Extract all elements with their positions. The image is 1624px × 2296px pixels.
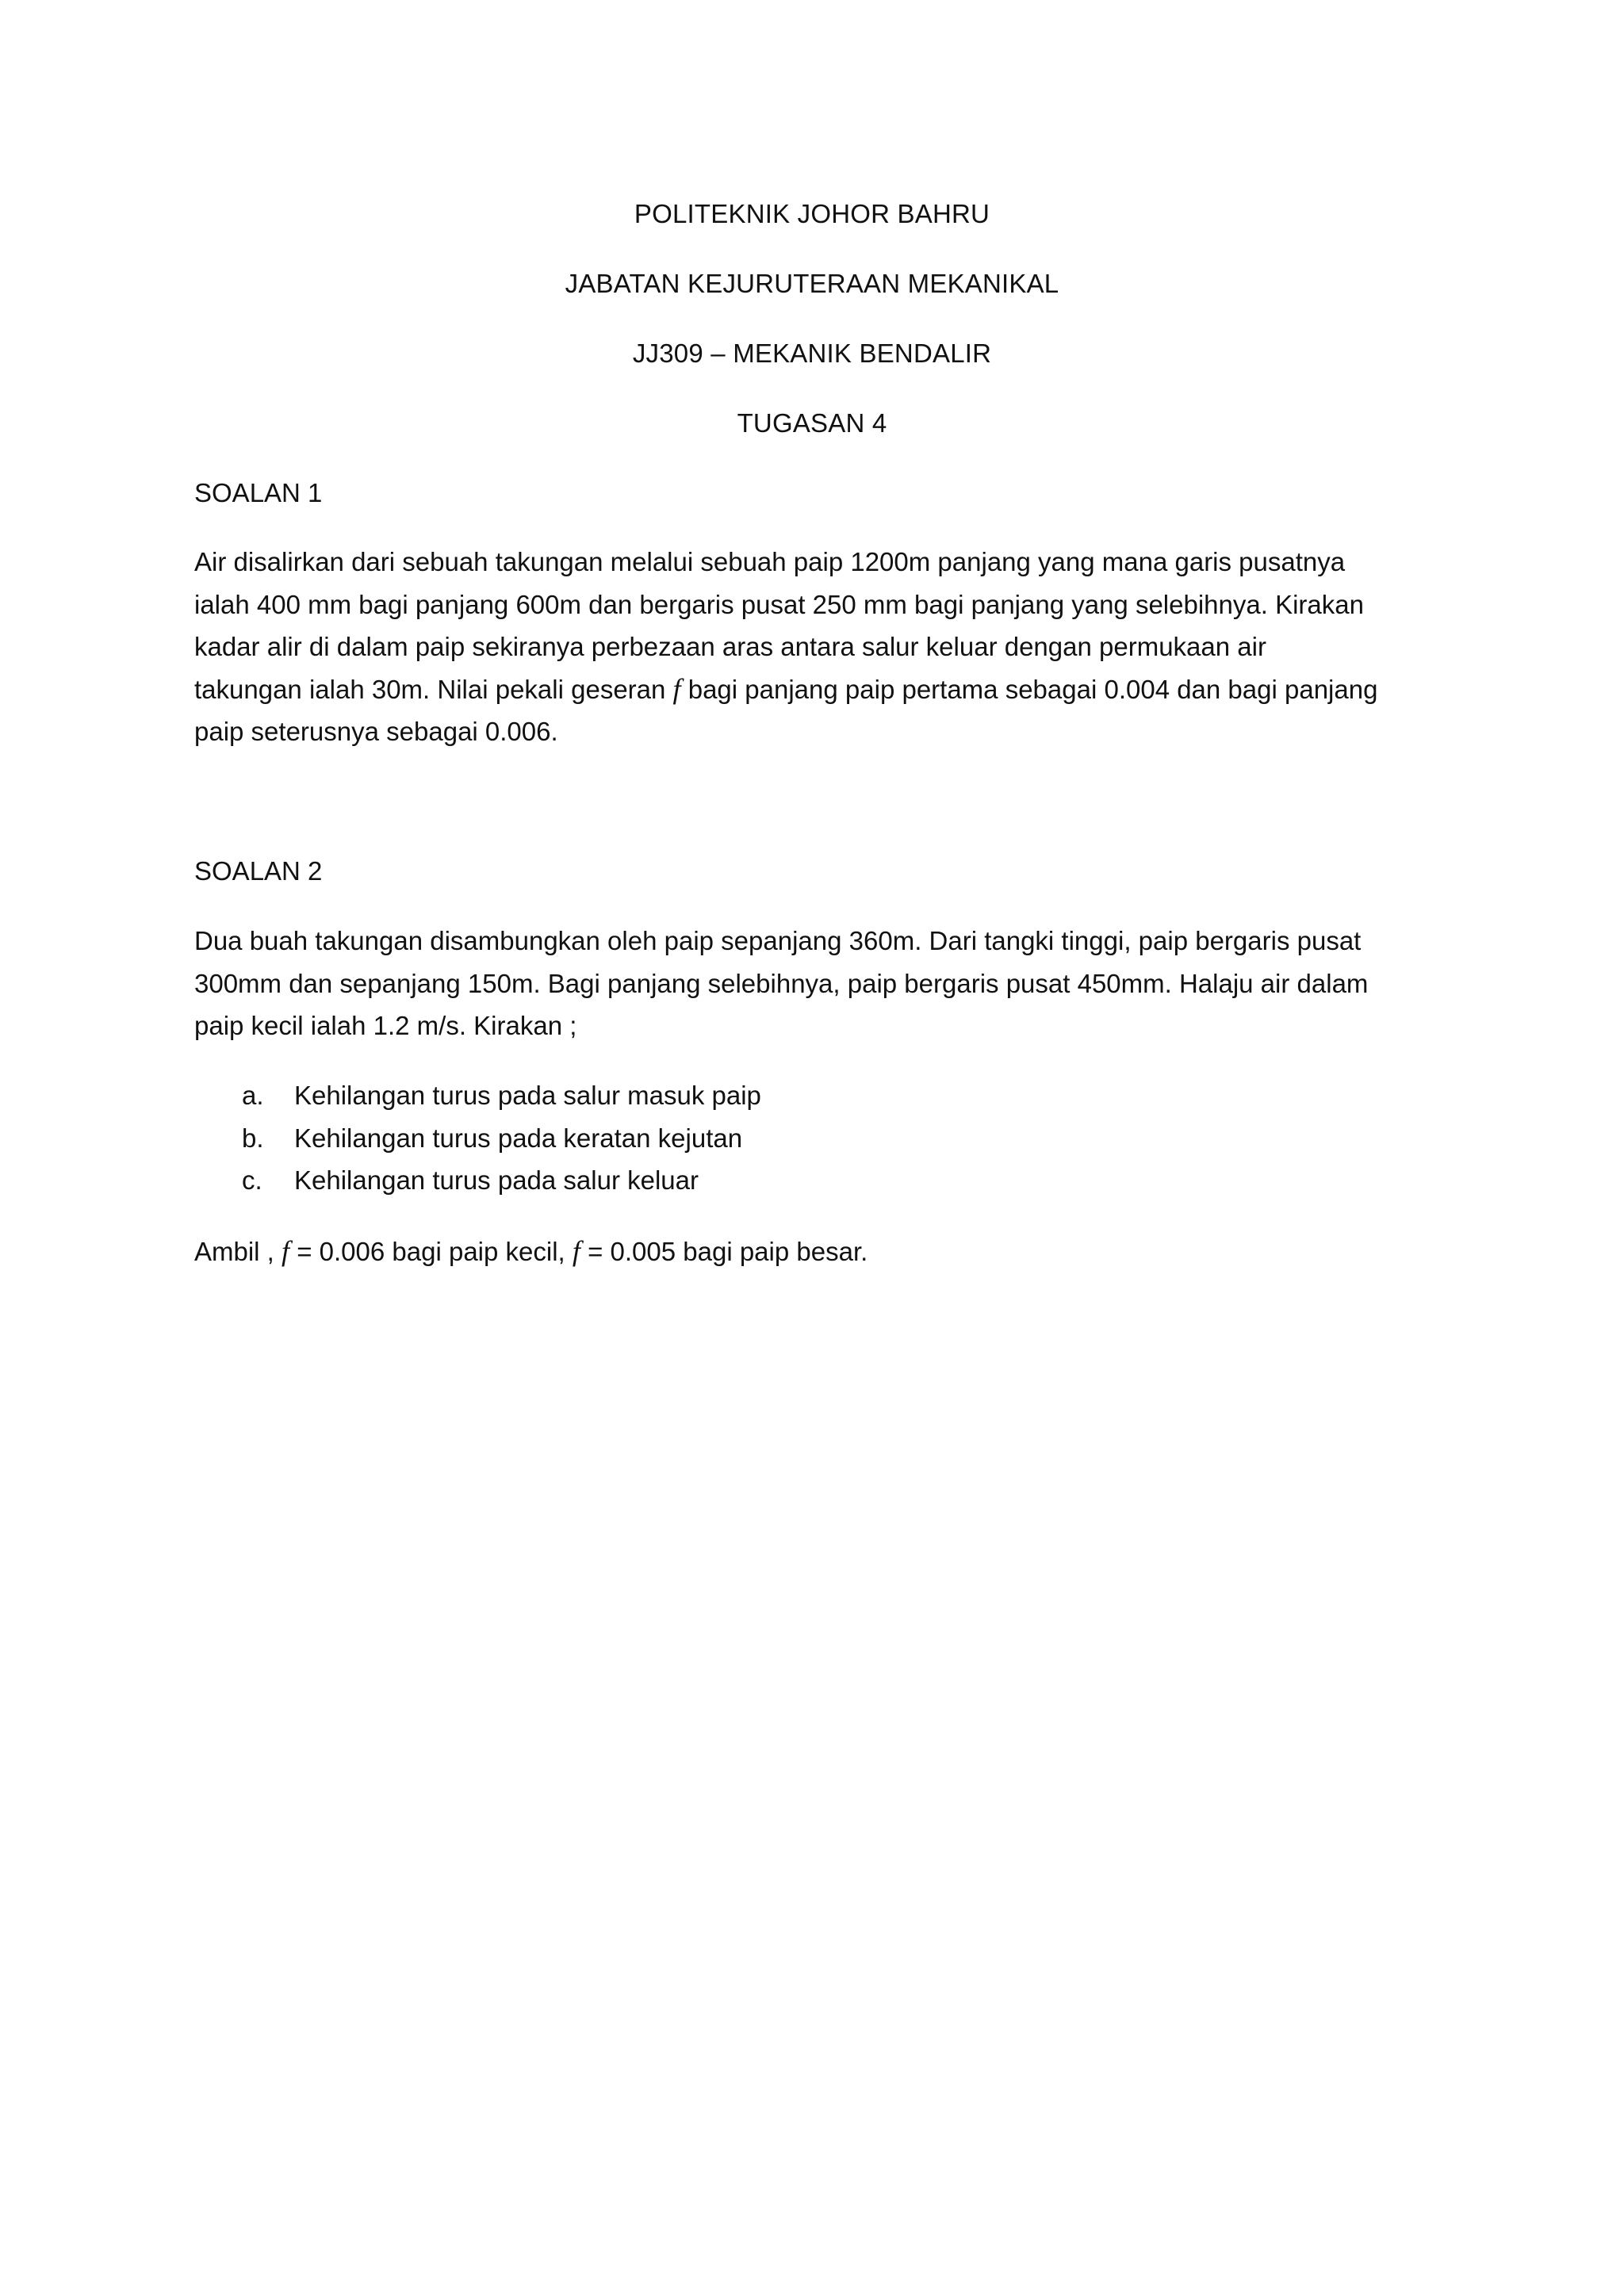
question2-note: [194, 1230, 1455, 1273]
list-item-text: Kehilangan turus pada keratan kejutan: [294, 1123, 743, 1153]
note-text-segment: Ambil ,: [194, 1237, 282, 1266]
list-item-text: Kehilangan turus pada salur masuk paip: [294, 1081, 761, 1110]
list-marker: c.: [242, 1165, 262, 1195]
question1-line: kadar alir di dalam paip sekiranya perbezaan aras antara salur keluar dengan permukaan air: [194, 632, 1266, 661]
question1-heading: SOALAN 1: [194, 478, 323, 507]
question2-line: paip kecil ialah 1.2 m/s. Kirakan ;: [194, 1011, 577, 1040]
friction-factor-symbol: f: [282, 1235, 290, 1267]
list-marker: b.: [242, 1123, 264, 1153]
question1-text: [194, 541, 1455, 753]
list-item: [194, 1074, 1384, 1117]
course-title: JJ309 – MEKANIK BENDALIR: [632, 339, 992, 368]
question1-text-segment: bagi panjang paip pertama sebagai 0.004 dan bagi panjang: [680, 674, 1378, 704]
assignment-title: TUGASAN 4: [737, 408, 887, 438]
question2-heading: SOALAN 2: [194, 856, 323, 886]
friction-factor-symbol: f: [572, 1235, 580, 1267]
note-text-segment: = 0.005 bagi paip besar.: [580, 1237, 868, 1266]
department-title: JABATAN KEJURUTERAAN MEKANIKAL: [565, 269, 1059, 298]
question1-line: ialah 400 mm bagi panjang 600m dan bergaris pusat 250 mm bagi panjang yang selebihnya. Kirakan: [194, 589, 1364, 619]
list-item: [194, 1159, 1384, 1202]
question2-text: [194, 920, 1455, 1047]
friction-factor-symbol: f: [672, 672, 681, 705]
list-marker: a.: [242, 1081, 264, 1110]
list-item-text: Kehilangan turus pada salur keluar: [294, 1165, 699, 1195]
question2-line: 300mm dan sepanjang 150m. Bagi panjang selebihnya, paip bergaris pusat 450mm. Halaju air dalam: [194, 968, 1369, 998]
note-text-segment: = 0.006 bagi paip kecil,: [289, 1237, 573, 1266]
question1-line: paip seterusnya sebagai 0.006.: [194, 717, 558, 746]
question2-line: Dua buah takungan disambungkan oleh paip sepanjang 360m. Dari tangki tinggi, paip bergaris pusat: [194, 926, 1362, 955]
question1-line: Air disalirkan dari sebuah takungan melalui sebuah paip 1200m panjang yang mana garis pusatnya: [194, 547, 1346, 576]
question1-text-segment: takungan ialah 30m. Nilai pekali geseran: [194, 674, 673, 704]
question2-list: [194, 1074, 1384, 1202]
list-item: [194, 1117, 1384, 1160]
question1-line: [194, 668, 1455, 711]
institution-title: POLITEKNIK JOHOR BAHRU: [634, 199, 990, 228]
